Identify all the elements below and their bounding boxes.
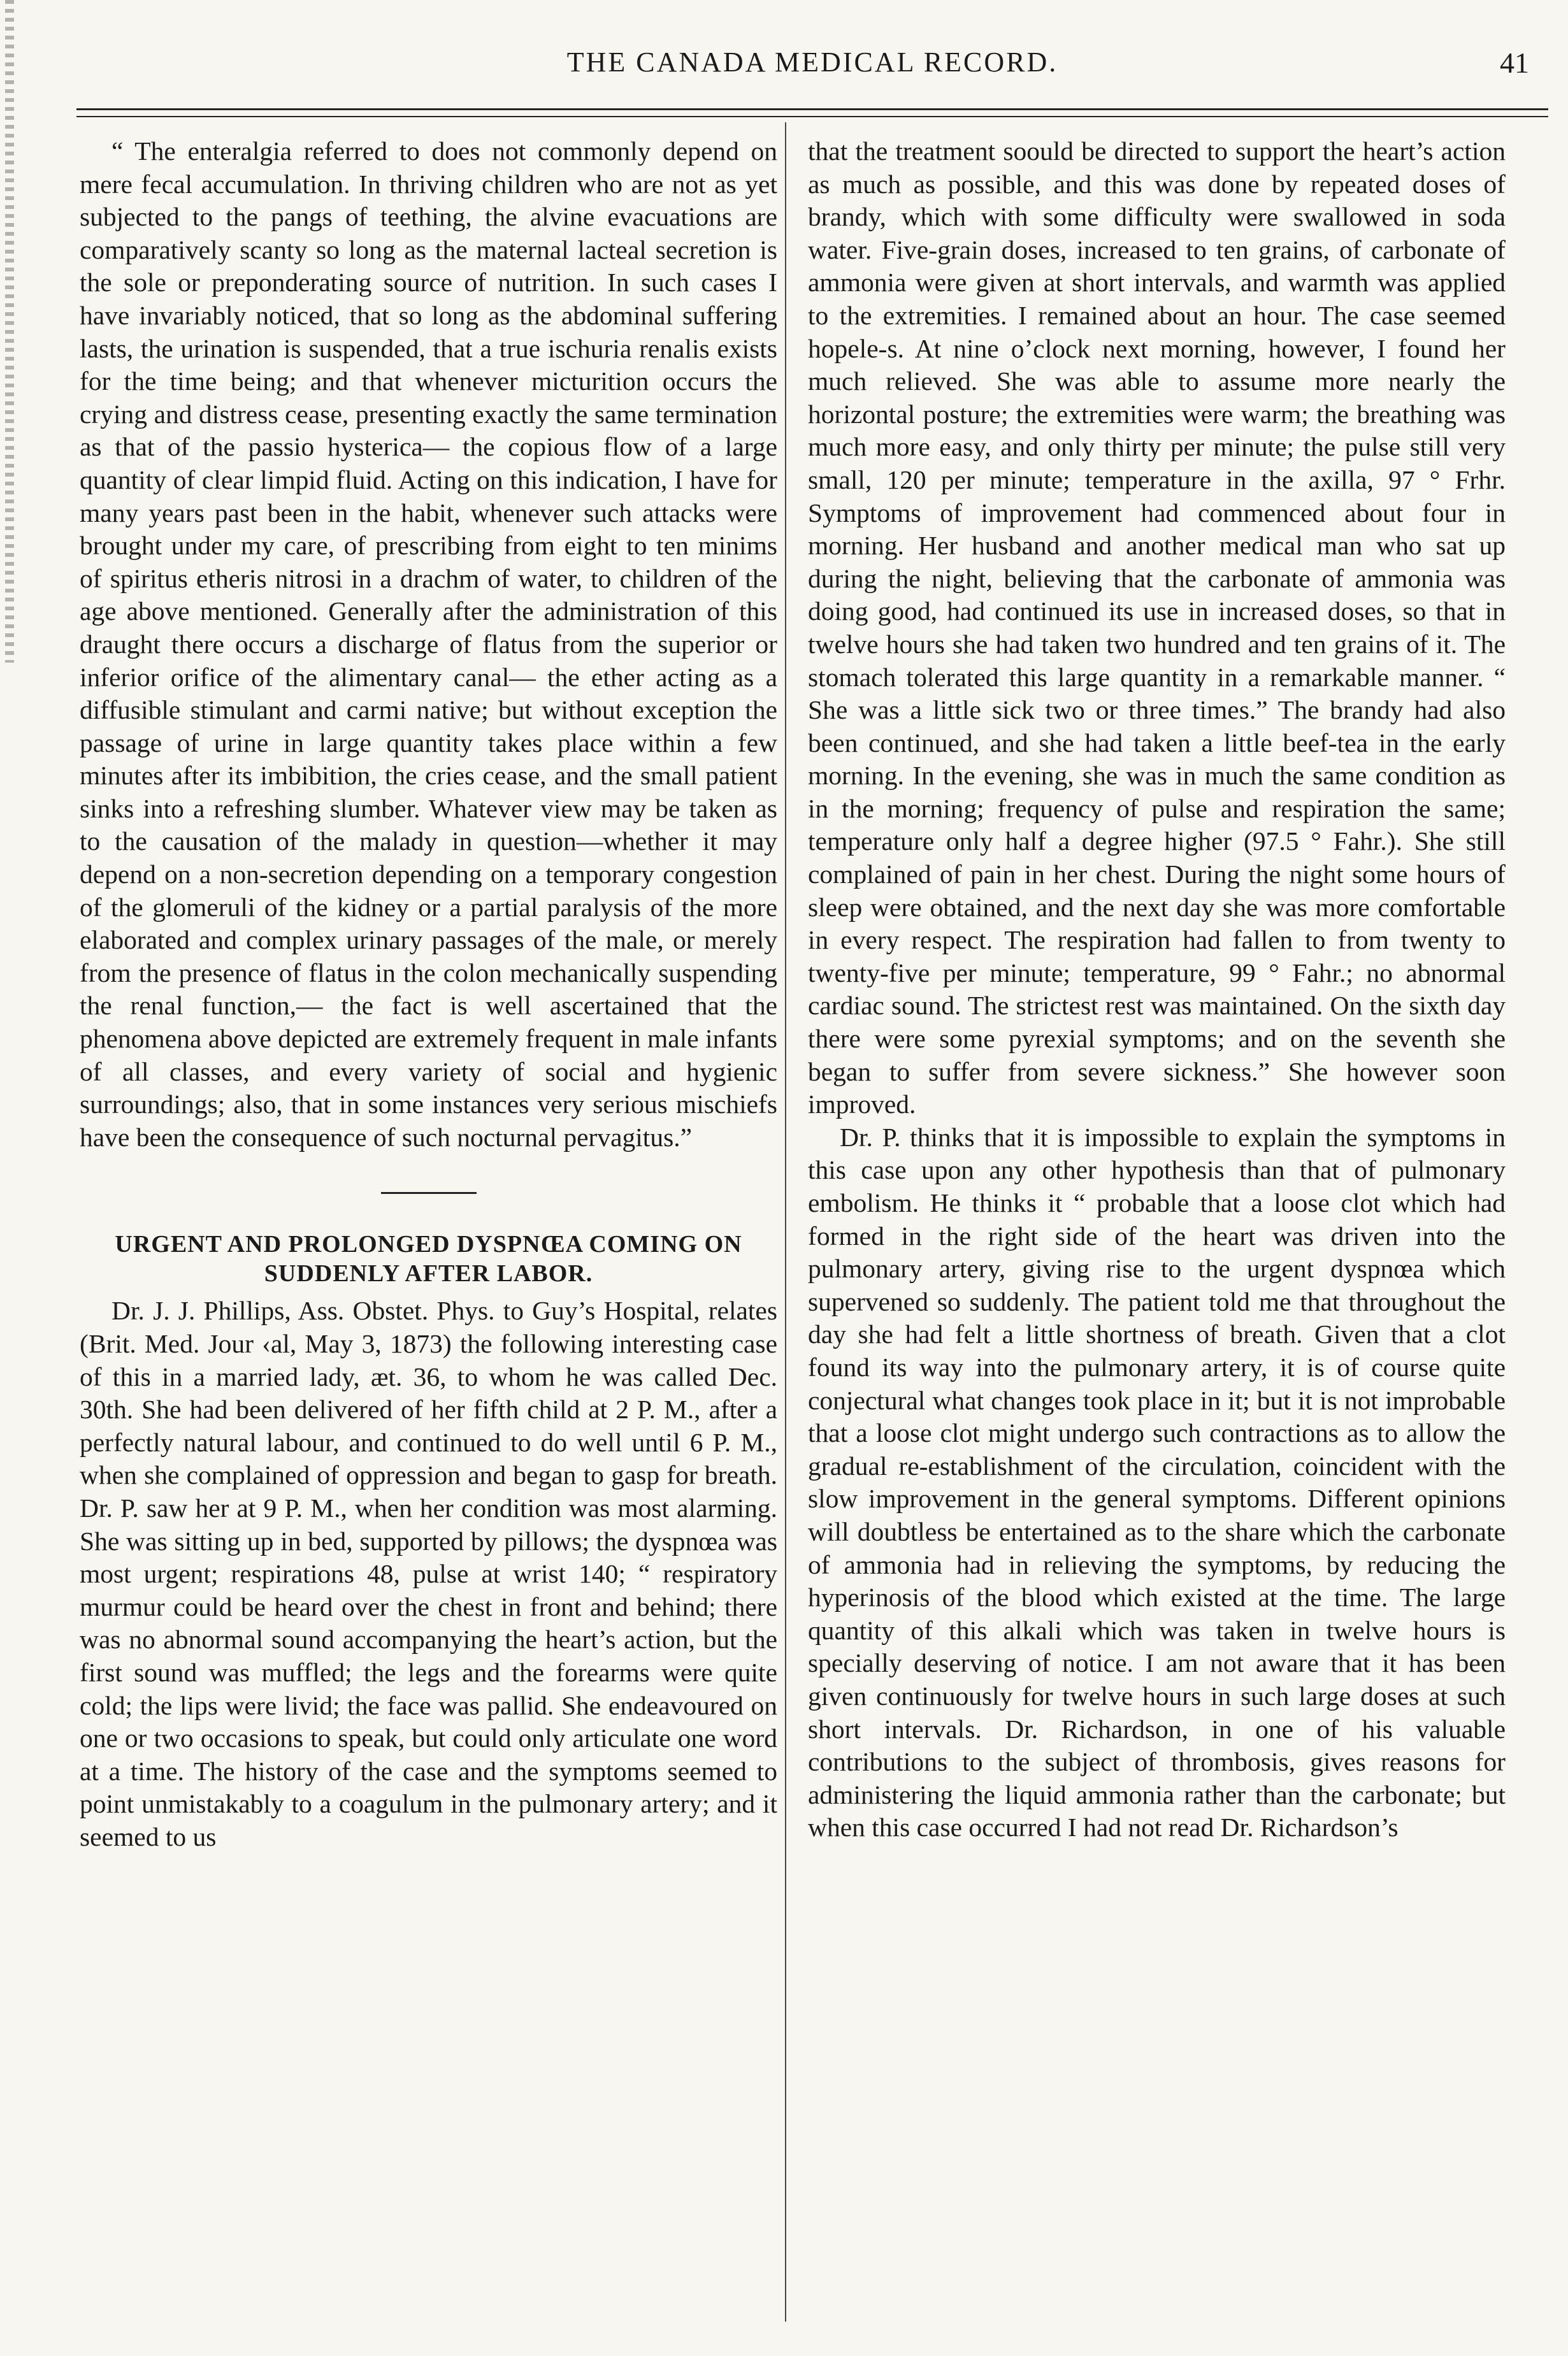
header-rule-bottom [76,116,1548,117]
paragraph-embolism-discussion: Dr. P. thinks that it is impossible to explain the symptoms in this case upon any other hypothesis than that of pulmonary embolism. He thinks it “ probable that a loose clot which had formed in the right side of the heart was driven into the pulmonary artery, giving rise to the urgent dyspnœa which supervened so suddenly. The patient told me that throughout the day she had felt a little shortness of breath. Given that a clot found its way into the pulmonary artery, it is of course quite conjectural what changes took place in it; but it is not improbable that a loose clot might undergo such contractions as to allow the gradual re-establishment of the circulation, coincident with the slow improvement in the general symptoms. Different opinions will doubtless be entertained as to the share which the carbonate of ammonia had in relieving the symptoms, by reducing the hyperinosis of the blood which existed at the time. The large quantity of this alkali which was taken in twelve hours is specially deserving of notice. I am not aware that it has been given continuously for twelve hours in such large doses at such short intervals. Dr. Richardson, in one of his valuable contributions to the subject of thrombosis, gives reasons for administering the liquid ammonia rather than the carbonate; but when this case occurred I had not read Dr. Richardson’s [808,1122,1506,1842]
left-column [80,135,777,1854]
running-head: THE CANADA MEDICAL RECORD. [566,47,1058,78]
paragraph-enteralgia-quote: “ The enteralgia referred to does not commonly depend on mere fecal accumulation. In thriving children who are not as yet subjected to the pangs of teething, the alvine evacuations are comparatively scanty so long as the maternal lacteal secretion is the sole or preponderating source of nutrition. In such cases I have invariably noticed, that so long as the abdominal suffering lasts, the urination is suspended, that a true ischuria renalis exists for the time being; and that whenever micturition occurs the crying and distress cease, presenting exactly the same termination as that of the passio hysterica— the copious flow of a large quantity of clear limpid fluid. Acting on this indication, I have for many years past been in the habit, whenever such attacks were brought under my care, of prescribing from eight to ten minims of spiritus etheris nitrosi in a drachm of water, to children of the age above mentioned. Generally after the administration of this draught there occurs a discharge of flatus from the superior or inferior orifice of the alimentary canal— the ether acting as a diffusible stimulant and carmi native; but without exception the passage of urine in large quantity takes place within a few minutes after its imbibition, the cries cease, and the small patient sinks into a refreshing slumber. Whatever view may be taken as to the causation of the malady in question—whether it may depend on a non-secretion depending on a temporary congestion of the glomeruli of the kidney or a partial paralysis of the more elaborated and complex urinary passages of the male, or merely from the presence of flatus in the colon mechanically suspending the renal function,— the fact is well ascertained that the phenomena above depicted are extremely frequent in male infants of all classes, and every variety of social and hygienic surroundings; also, that in some instances very serious mischiefs have been the consequence of such nocturnal pervagitus.” [80,136,777,1152]
column-divider [785,122,786,2322]
right-column [808,135,1506,1844]
section-title: URGENT AND PROLONGED DYSPNŒA COMING ON SUDDENLY AFTER LABOR. [115,1231,742,1288]
paragraph-treatment-continued: that the treatment soould be directed to support the heart’s action as much as possible, and this was done by repeated doses of brandy, which with some difficulty were swallowed in soda water. Five-grain doses, increased to ten grains, of carbonate of ammonia were given at short intervals, and warmth was applied to the extremities. I remained about an hour. The case seemed hopele-s. At nine o’clock next morning, however, I found her much relieved. She was able to assume more nearly the horizontal posture; the extremities were warm; the breathing was much more easy, and only thirty per minute; the pulse still very small, 120 per minute; temperature in the axilla, 97 ° Frhr. Symptoms of improvement had commenced about four in morning. Her husband and another medical man who sat up during the night, believing that the carbonate of ammonia was doing good, had continued its use in increased doses, so that in twelve hours she had taken two hundred and ten grains of it. The stomach tolerated this large quantity in a remarkable manner. “ She was a little sick two or three times.” The brandy had also been continued, and she had taken a little beef-tea in the early morning. In the evening, she was in much the same condition as in the morning; frequency of pulse and respiration the same; temperature only half a degree higher (97.5 ° Fahr.). She still complained of pain in her chest. During the night some hours of sleep were obtained, and the next day she was more comfortable in every respect. The respiration had fallen to from twenty to twenty-five per minute; temperature, 99 ° Fahr.; no abnormal cardiac sound. The strictest rest was maintained. On the sixth day there were some pyrexial symptoms; and on the seventh she began to suffer from severe sickness.” She however soon improved. [808,136,1506,1119]
header-rule-top [76,108,1548,110]
paragraph-phillips-case: Dr. J. J. Phillips, Ass. Obstet. Phys. to Guy’s Hospital, relates (Brit. Med. Jour ‹al, May 3, 1873) the following interesting case of this in a married lady, æt. 36, to whom he was called Dec. 30th. She had been delivered of her fifth child at 2 P. M., after a perfectly natural labour, and continued to do well until 6 P. M., when she complained of oppression and began to gasp for breath. Dr. P. saw her at 9 P. M., when her condition was most alarming. She was sitting up in bed, supported by pillows; the dyspnœa was most urgent; respirations 48, pulse at wrist 140; “ respiratory murmur could be heard over the chest in front and behind; there was no abnormal sound accompanying the heart’s action, but the first sound was muffled; the legs and the forearms were quite cold; the lips were livid; the face was pallid. She endeavoured on one or two occasions to speak, but could only articulate one word at a time. The history of the case and the symptoms seemed to point unmistakably to a coagulum in the pulmonary artery; and it seemed to us [80,1296,777,1851]
page-number: 41 [1500,47,1529,79]
section-separator [381,1192,477,1194]
page-header [76,46,1548,90]
scan-binding-edge [5,0,14,663]
